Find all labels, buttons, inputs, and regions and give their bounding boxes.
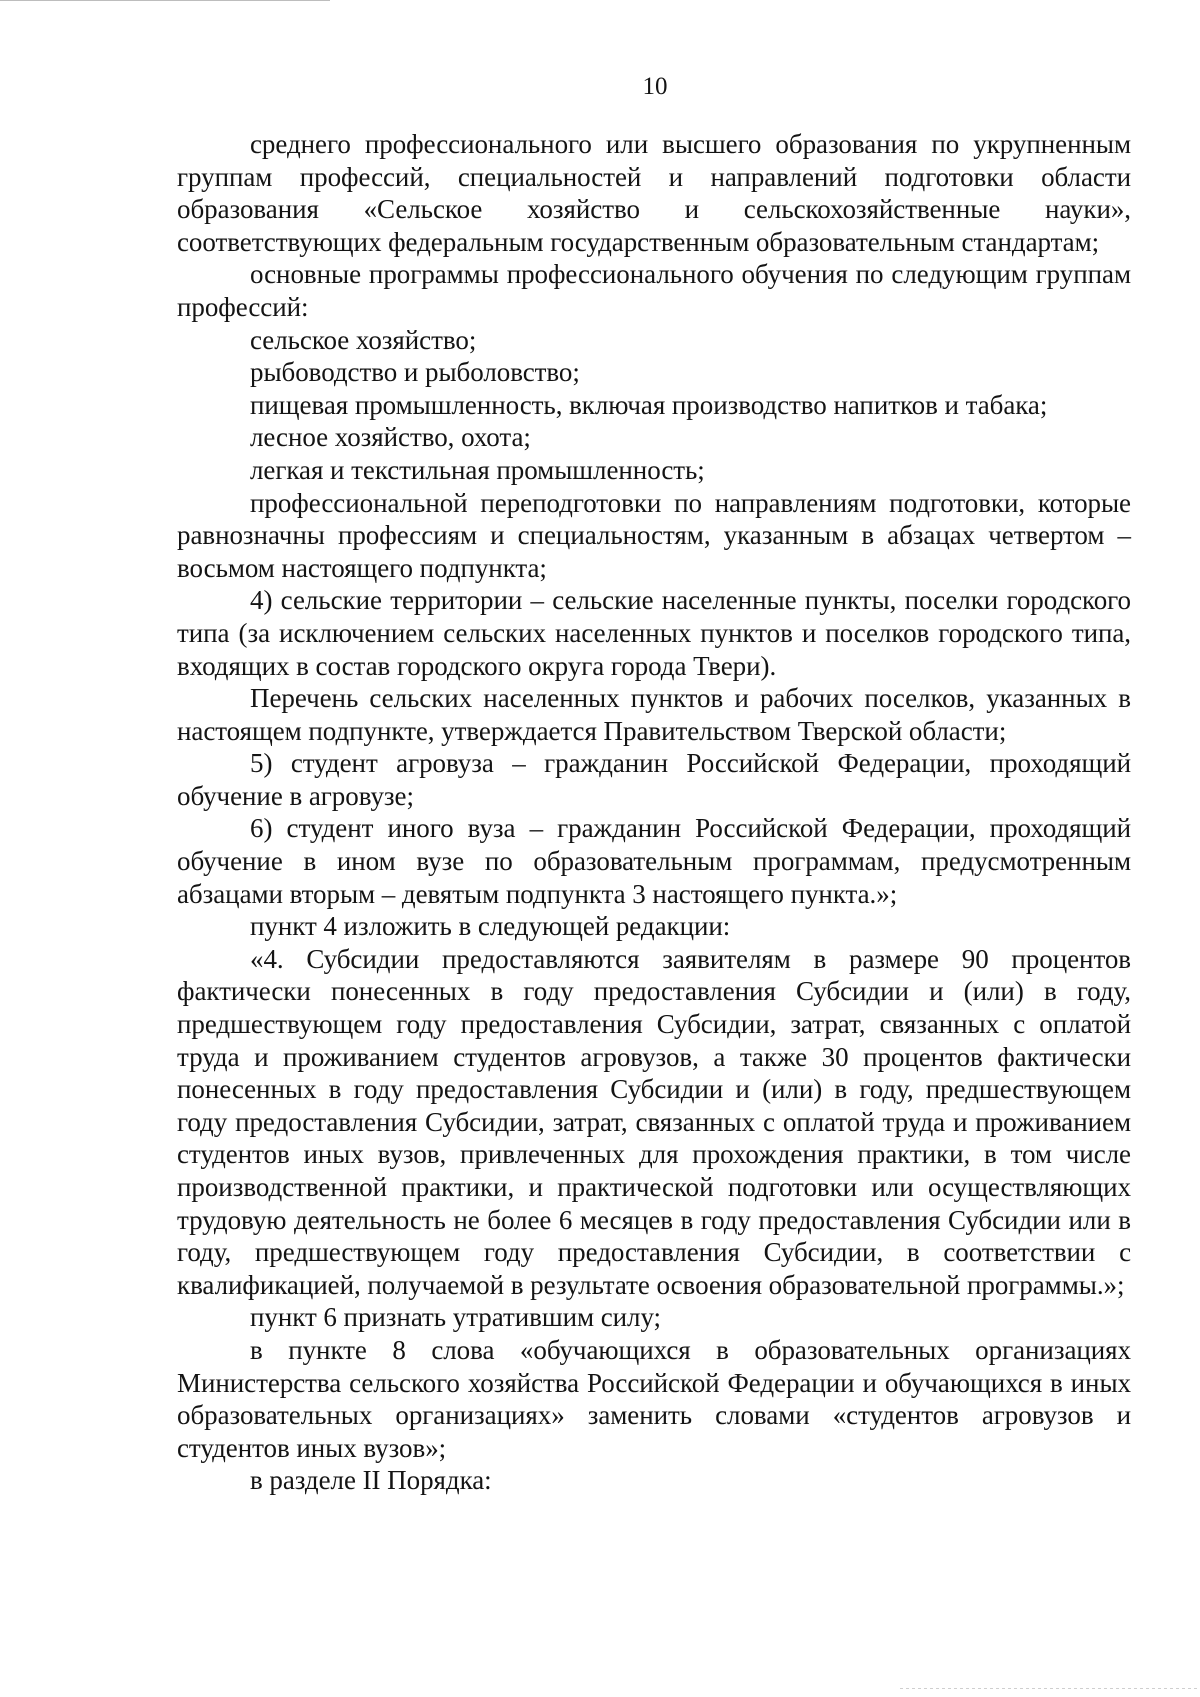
- paragraph: основные программы профессионального обучения по следующим группам профессий:: [177, 259, 1131, 322]
- paragraph: пункт 6 признать утратившим силу;: [250, 1302, 662, 1333]
- list-item: пищевая промышленность, включая производство напитков и табака;: [250, 389, 1048, 420]
- paragraph: профессиональной переподготовки по направлениям подготовки, которые равнозначны профессиям и специальностям, указанным в абзацах четвертом – восьмом настоящего подпункта;: [177, 487, 1131, 583]
- paragraph: пункт 4 изложить в следующей редакции:: [250, 911, 731, 942]
- list-item: сельское хозяйство;: [250, 324, 477, 355]
- page-number: 10: [642, 73, 668, 100]
- paragraph: среднего профессионального или высшего образования по укрупненным группам профессий, специальностей и направлений подготовки области образования «Сельское хозяйство и сельскохозяйственные науки», соответствующих федеральным государственным образовательным стандартам;: [177, 129, 1131, 257]
- document-body: [177, 128, 1131, 1497]
- paragraph: «4. Субсидии предоставляются заявителям в размере 90 процентов фактически понесенных в году предоставления Субсидии и (или) в году, предшествующем году предоставления Субсидии, затрат, связанных с оплатой труда и проживанием студентов агровузов, а также 30 процентов фактически понесенных в году предоставления Субсидии и (или) в году, предшествующем году предоставления Субсидии, затрат, связанных с оплатой труда и проживанием студентов иных вузов, привлеченных для прохождения практики, в том числе производственной практики, и практической подготовки или осуществляющих трудовую деятельность не более 6 месяцев в году предоставления Субсидии или в году, предшествующем году предоставления Субсидии, в соответствии с квалификацией, получаемой в результате освоения образовательной программы.»;: [177, 943, 1131, 1300]
- scan-edge-line: [900, 1688, 1200, 1689]
- list-item: лесное хозяйство, охота;: [250, 422, 531, 453]
- paragraph: в разделе II Порядка:: [250, 1465, 492, 1496]
- list-item: рыбоводство и рыболовство;: [250, 357, 580, 388]
- list-item: легкая и текстильная промышленность;: [250, 454, 705, 485]
- paragraph: 4) сельские территории – сельские населенные пункты, поселки городского типа (за исключением сельских населенных пунктов и поселков городского типа, входящих в состав городского округа города Твери).: [177, 585, 1131, 681]
- paragraph: 5) студент агровуза – гражданин Российской Федерации, проходящий обучение в агровузе;: [177, 748, 1131, 811]
- paragraph: в пункте 8 слова «обучающихся в образовательных организациях Министерства сельского хозяйства Российской Федерации и обучающихся в иных образовательных организациях» заменить словами «студентов агровузов и студентов иных вузов»;: [177, 1334, 1131, 1463]
- scan-edge-line: [0, 0, 330, 1]
- paragraph: Перечень сельских населенных пунктов и рабочих поселков, указанных в настоящем подпункте, утверждается Правительством Тверской области;: [177, 683, 1131, 746]
- paragraph: 6) студент иного вуза – гражданин Российской Федерации, проходящий обучение в ином вузе по образовательным программам, предусмотренным абзацами вторым – девятым подпункта 3 настоящего пункта.»;: [177, 813, 1131, 909]
